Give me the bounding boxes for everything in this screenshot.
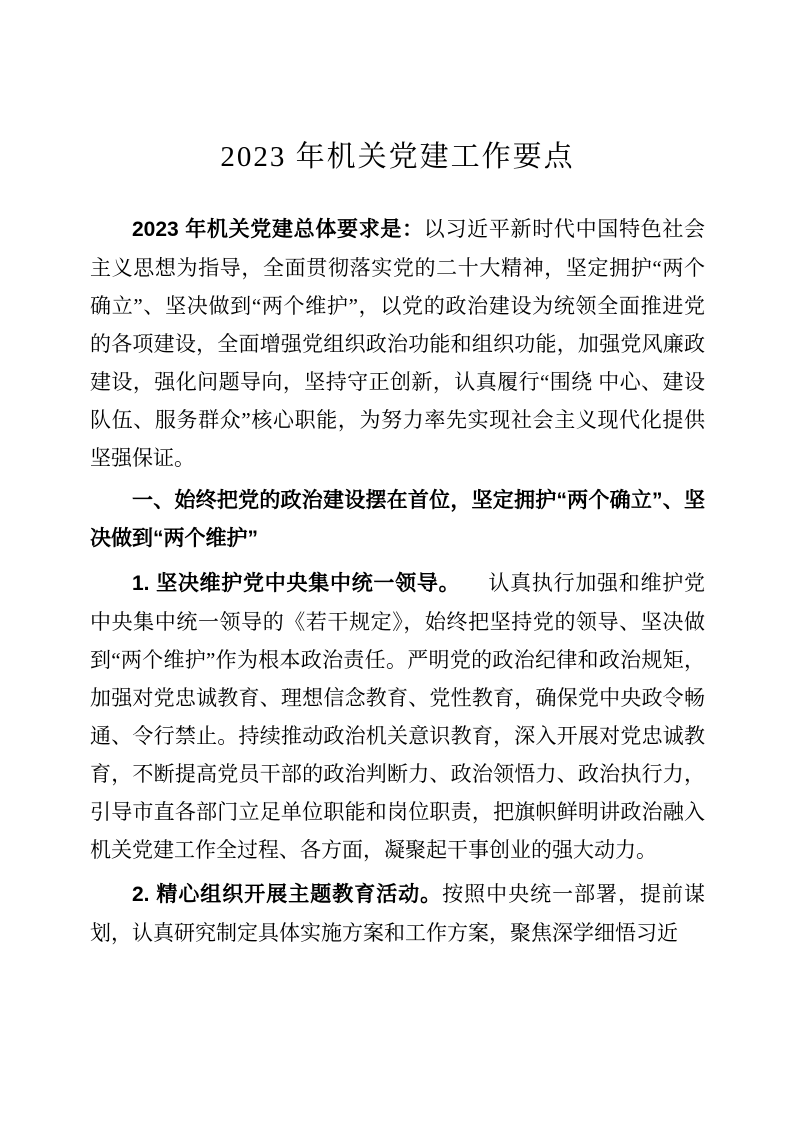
item-1-body-text: 认真执行加强和维护党中央集中统一领导的《若干规定》，始终把坚持党的领导、坚决做到“两个维护”作为根本政治责任。严明党的政治纪律和政治规矩，加强对党忠诚教育、理想信念教育、党性教育，确保党中央政令畅通、令行禁止。持续推动政治机关意识教育，深入开展对党忠诚教育，不断提高党员干部的政治判断力、政治领悟力、政治执行力，引导市直各部门立足单位职能和岗位职责，把旗帜鲜明讲政治融入机关党建工作全过程、各方面，凝聚起干事创业的强大动力。 (90, 571, 705, 862)
item-2-paragraph (90, 875, 705, 952)
section-1-heading: 一、始终把党的政治建设摆在首位，坚定拥护“两个确立”、坚决做到“两个维护” (90, 489, 705, 550)
intro-paragraph (90, 210, 705, 477)
intro-lead-bold: 2023 年机关党建总体要求是： (132, 218, 424, 241)
item-1-paragraph (90, 564, 705, 869)
item-2-body-text: 按照中央统一部署，提前谋划，认真研究制定具体实施方案和工作方案，聚焦深学细悟习近 (90, 882, 705, 945)
intro-body-text: 以习近平新时代中国特色社会主义思想为指导，全面贯彻落实党的二十大精神，坚定拥护“两个确立”、坚决做到“两个维护”，以党的政治建设为统领全面推进党的各项建设，全面增强党组织政治功能和组织功能，加强党风廉政建设，强化问题导向，坚持守正创新，认真履行“围绕 中心、建设队伍、服务群众”核心职能，为努力率先实现社会主义现代化提供坚强保证。 (90, 217, 705, 470)
item-2-lead-bold: 2. 精心组织开展主题教育活动。 (132, 883, 443, 906)
item-1-lead-bold: 1. 坚决维护党中央集中统一领导。 (132, 572, 461, 595)
document-title: 2023 年机关党建工作要点 (220, 141, 575, 173)
